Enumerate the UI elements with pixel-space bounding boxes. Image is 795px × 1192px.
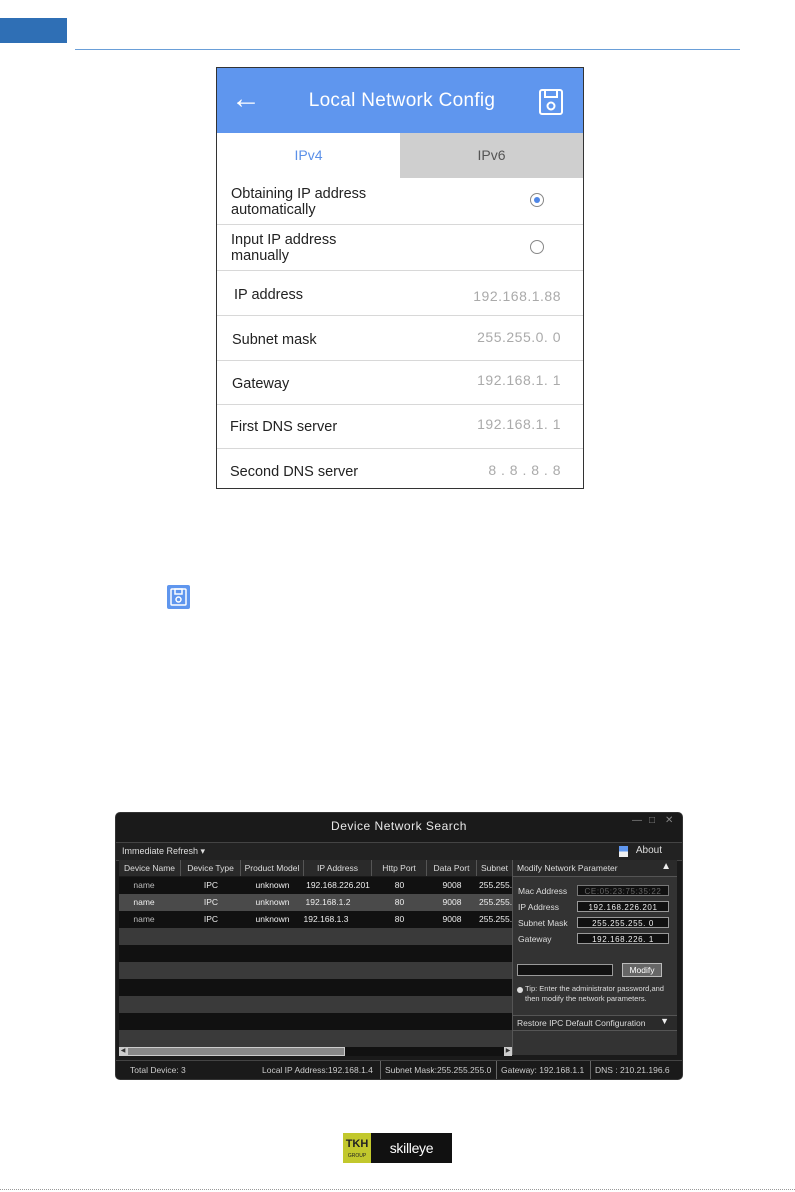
mac-field: CE:05:23:75:35:22	[577, 885, 669, 896]
table-row[interactable]: name IPC unknown 192.168.226.201 80 9008 255.255.	[119, 877, 512, 894]
field-second-dns[interactable]	[217, 449, 583, 488]
close-icon[interactable]: ✕	[665, 815, 674, 826]
tkh-logo: TKH	[343, 1133, 371, 1163]
manual-ip-radio[interactable]	[530, 240, 544, 254]
scroll-right-icon[interactable]: ▶	[505, 1048, 511, 1054]
horizontal-scrollbar[interactable]	[119, 1047, 512, 1056]
gateway-label: Gateway	[518, 934, 552, 944]
field-value[interactable]: 255.255.0. 0	[477, 329, 561, 345]
immediate-refresh-button[interactable]: Immediate Refresh ▾	[122, 846, 206, 856]
tip-text: Tip: Enter the administrator password,and then modify the network parameters.	[525, 984, 664, 1003]
column-header[interactable]: Product Model	[241, 860, 304, 876]
field-label: Second DNS server	[230, 464, 359, 480]
field-value[interactable]: 192.168.1.88	[473, 288, 561, 304]
field-first-dns[interactable]	[217, 405, 583, 449]
column-header[interactable]: Device Type	[181, 860, 241, 876]
table-row-empty	[119, 928, 512, 945]
total-devices: Total Device: 3	[130, 1065, 186, 1075]
screen-title: Local Network Config	[308, 90, 496, 111]
expand-icon[interactable]: ▼	[660, 1016, 669, 1026]
ip-field[interactable]: 192.168.226.201	[577, 901, 669, 912]
field-gateway[interactable]	[217, 361, 583, 405]
table-row[interactable]: name IPC unknown 192.168.1.3 80 9008 255.255.	[119, 911, 512, 928]
field-subnet-mask[interactable]	[217, 316, 583, 361]
table-header	[119, 860, 512, 876]
mac-label: Mac Address	[518, 886, 568, 896]
field-label: Gateway	[232, 376, 290, 392]
modify-network-panel	[512, 860, 677, 1055]
tab-ipv4[interactable]: IPv4	[217, 133, 400, 178]
header-rule	[75, 49, 740, 50]
table-row-empty	[119, 996, 512, 1013]
field-label: First DNS server	[230, 419, 338, 435]
about-button[interactable]: About	[635, 845, 662, 856]
table-row-empty	[119, 945, 512, 962]
table-row-empty	[119, 1013, 512, 1030]
panel-header[interactable]: Modify Network Parameter ▲	[513, 860, 677, 877]
table-row-empty	[119, 962, 512, 979]
subnet-field[interactable]: 255.255.255. 0	[577, 917, 669, 928]
ip-label: IP Address	[518, 902, 559, 912]
skilleye-logo: skilleye	[371, 1133, 452, 1163]
field-value[interactable]: 192.168.1. 1	[477, 416, 561, 432]
back-arrow-icon[interactable]: ←	[231, 82, 261, 115]
column-header[interactable]: Http Port	[372, 860, 427, 876]
password-input[interactable]	[517, 964, 613, 976]
toolbar	[116, 842, 682, 861]
option-auto-ip[interactable]	[217, 178, 583, 225]
column-header[interactable]: IP Address	[304, 860, 372, 876]
local-network-config-screen	[216, 67, 584, 489]
tkh-group-label: GROUP	[347, 1153, 367, 1159]
local-ip: Local IP Address:192.168.1.4	[262, 1065, 373, 1075]
option-label: Input IP address manually	[231, 232, 337, 264]
about-icon[interactable]	[619, 846, 628, 857]
status-bar	[116, 1060, 682, 1079]
save-icon[interactable]	[539, 89, 563, 115]
scrollbar-thumb[interactable]	[127, 1047, 345, 1056]
collapse-icon[interactable]: ▲	[661, 861, 671, 872]
ip-version-tabs	[217, 133, 583, 178]
footer-rule	[0, 1189, 795, 1190]
field-value[interactable]: 8 . 8 . 8 . 8	[488, 462, 561, 478]
title-bar	[217, 68, 583, 133]
window-title: Device Network Search	[331, 819, 467, 833]
minimize-icon[interactable]: —	[632, 815, 642, 826]
option-manual-ip[interactable]	[217, 225, 583, 271]
scroll-left-icon[interactable]: ◀	[120, 1048, 126, 1054]
option-label: Obtaining IP address automatically	[231, 186, 367, 218]
field-ip-address[interactable]	[217, 271, 583, 316]
column-header[interactable]: Subnet	[481, 863, 508, 873]
header-color-block	[0, 18, 67, 43]
table-row-empty	[119, 979, 512, 996]
restore-default-config[interactable]: Restore IPC Default Configuration ▼	[513, 1015, 677, 1031]
brand-logo	[343, 1133, 452, 1163]
table-row[interactable]: name IPC unknown 192.168.1.2 80 9008 255.255.	[119, 894, 512, 911]
auto-ip-radio[interactable]	[530, 193, 544, 207]
local-dns: DNS : 210.21.196.6	[590, 1061, 670, 1079]
column-header[interactable]: Device Name	[119, 860, 181, 876]
tab-ipv6[interactable]: IPv6	[400, 133, 583, 178]
maximize-icon[interactable]: □	[649, 815, 656, 826]
field-value[interactable]: 192.168.1. 1	[477, 372, 561, 388]
device-network-search-window	[116, 813, 682, 1079]
field-label: IP address	[234, 287, 304, 303]
scrollbar-track	[345, 1047, 505, 1056]
column-header[interactable]: Data Port	[427, 860, 477, 876]
subnet-label: Subnet Mask	[518, 918, 568, 928]
table-row-empty	[119, 1030, 512, 1047]
save-icon	[167, 585, 190, 609]
field-label: Subnet mask	[232, 332, 317, 348]
gateway-field[interactable]: 192.168.226. 1	[577, 933, 669, 944]
modify-button[interactable]: Modify	[622, 963, 662, 977]
tip-icon	[517, 987, 523, 993]
local-subnet: Subnet Mask:255.255.255.0	[380, 1061, 491, 1079]
local-gateway: Gateway: 192.168.1.1	[496, 1061, 584, 1079]
